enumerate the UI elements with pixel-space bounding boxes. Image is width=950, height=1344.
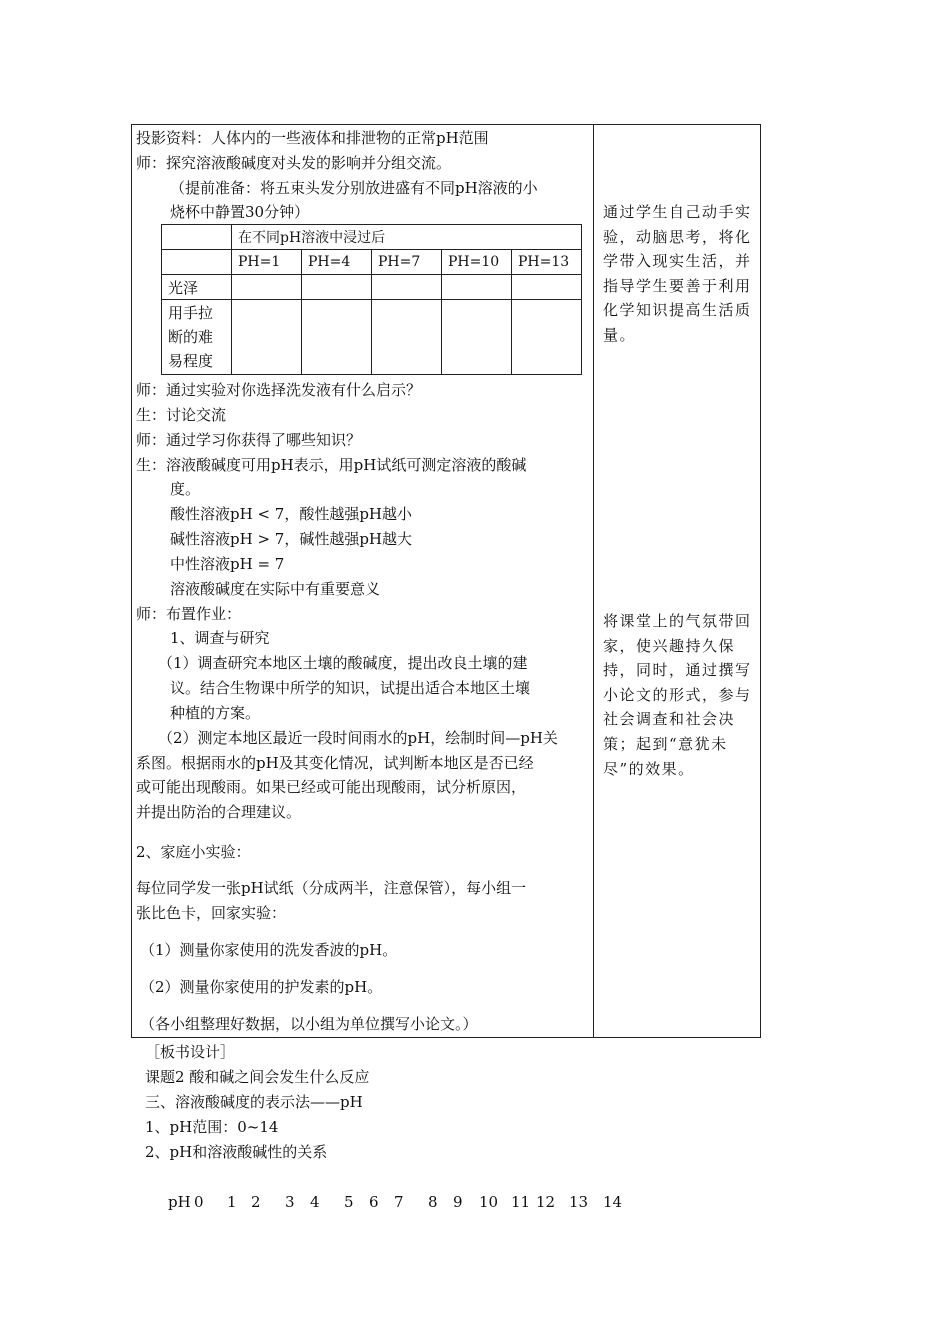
table-cell xyxy=(512,275,582,300)
text-line: 1、调查与研究 xyxy=(170,629,270,647)
row-label-line: 断的难 xyxy=(168,328,214,346)
text-line: 每位同学发一张pH试纸（分成两半，注意保管），每小组一 xyxy=(136,879,527,897)
ph-scale-value: 0 xyxy=(194,1193,204,1211)
table-header-cell: PH=13 xyxy=(512,250,582,275)
text-line: 种植的方案。 xyxy=(170,704,261,722)
row-label-line: 用手拉 xyxy=(168,304,214,322)
ph-scale-label: pH xyxy=(168,1193,191,1211)
table-cell xyxy=(372,300,442,375)
table-corner-cell xyxy=(162,250,232,275)
table-cell xyxy=(442,300,512,375)
side-note: 通过学生自己动手实验，动脑思考，将化学带入现实生活，并指导学生要善于利用化学知识提高生活质量。 xyxy=(603,203,752,344)
table-cell xyxy=(302,275,372,300)
ph-scale-value: 5 xyxy=(344,1193,354,1211)
table-cell xyxy=(302,300,372,375)
text-line: 师：探究溶液酸碱度对头发的影响并分组交流。 xyxy=(136,154,452,172)
board-line: 2、pH和溶液酸碱性的关系 xyxy=(145,1143,328,1161)
table-corner-cell xyxy=(162,225,232,250)
ph-scale-value: 2 xyxy=(251,1193,261,1211)
text-line: （2）测定本地区最近一段时间雨水的pH，绘制时间—pH关 xyxy=(158,729,558,747)
ph-scale-value: 12 xyxy=(536,1193,556,1211)
table-header-cell: PH=7 xyxy=(372,250,442,275)
ph-scale-value: 13 xyxy=(569,1193,589,1211)
row-label-line: 易程度 xyxy=(168,352,214,370)
text-line: 溶液酸碱度在实际中有重要意义 xyxy=(170,580,381,598)
column-divider xyxy=(593,124,594,1038)
ph-scale-value: 10 xyxy=(479,1193,499,1211)
ph-scale-value: 7 xyxy=(394,1193,404,1211)
board-line: 1、pH范围：0~14 xyxy=(145,1118,279,1136)
row-label: 光泽 xyxy=(162,275,232,300)
table-cell xyxy=(232,300,302,375)
table-caption: 在不同pH溶液中浸过后 xyxy=(232,225,582,250)
board-heading: ［板书设计］ xyxy=(145,1043,236,1061)
text-line: 师：通过实验对你选择洗发液有什么启示？ xyxy=(136,381,422,399)
text-line: 度。 xyxy=(170,480,201,498)
text-line: （提前准备：将五束头发分别放进盛有不同pH溶液的小 xyxy=(170,179,538,197)
ph-scale-value: 3 xyxy=(285,1193,295,1211)
board-line: 课题2 酸和碱之间会发生什么反应 xyxy=(145,1068,370,1086)
text-line: 碱性溶液pH > 7，碱性越强pH越大 xyxy=(170,530,413,548)
text-line: 师：布置作业： xyxy=(136,605,242,623)
ph-scale-value: 8 xyxy=(428,1193,438,1211)
text-line: 烧杯中静置30分钟） xyxy=(170,203,310,221)
ph-scale-value: 11 xyxy=(511,1193,531,1211)
text-line: 师：通过学习你获得了哪些知识？ xyxy=(136,431,362,449)
ph-scale-value: 4 xyxy=(310,1193,320,1211)
ph-scale-value: 6 xyxy=(369,1193,379,1211)
board-line: 三、溶液酸碱度的表示法——pH xyxy=(145,1093,363,1111)
text-line: （1）测量你家使用的洗发香波的pH。 xyxy=(140,941,398,959)
text-line: 生：溶液酸碱度可用pH表示，用pH试纸可测定溶液的酸碱 xyxy=(136,456,527,474)
text-line: 或可能出现酸雨。如果已经或可能出现酸雨，试分析原因， xyxy=(136,778,527,796)
ph-scale-value: 1 xyxy=(227,1193,237,1211)
text-line: 张比色卡，回家实验： xyxy=(136,904,287,922)
text-line: 2、家庭小实验： xyxy=(136,843,251,861)
text-line: （各小组整理好数据，以小组为单位撰写小论文。） xyxy=(140,1015,478,1033)
side-note: 将课堂上的气氛带回家，使兴趣持久保持，同时，通过撰写小论文的形式，参与社会调查和社会决策；起到“意犹未尽”的效果。 xyxy=(603,612,752,778)
text-line: 并提出防治的合理建议。 xyxy=(136,803,302,821)
ph-scale-value: 9 xyxy=(453,1193,463,1211)
text-line: 投影资料：人体内的一些液体和排泄物的正常pH范围 xyxy=(136,129,489,147)
ph-scale-value: 14 xyxy=(603,1193,623,1211)
text-line: 系图。根据雨水的pH及其变化情况，试判断本地区是否已经 xyxy=(136,754,534,772)
table-header-cell: PH=1 xyxy=(232,250,302,275)
text-line: 中性溶液pH = 7 xyxy=(170,555,285,573)
table-header-cell: PH=4 xyxy=(302,250,372,275)
table-cell xyxy=(372,275,442,300)
text-line: 议。结合生物课中所学的知识，试提出适合本地区土壤 xyxy=(170,679,531,697)
text-line: 生：讨论交流 xyxy=(136,406,227,424)
experiment-table xyxy=(161,224,582,375)
text-line: （2）测量你家使用的护发素的pH。 xyxy=(140,978,383,996)
table-header-cell: PH=10 xyxy=(442,250,512,275)
text-line: 酸性溶液pH < 7，酸性越强pH越小 xyxy=(170,505,413,523)
table-cell xyxy=(512,300,582,375)
table-cell xyxy=(442,275,512,300)
text-line: （1）调查研究本地区土壤的酸碱度，提出改良土壤的建 xyxy=(158,654,528,672)
row-label xyxy=(162,300,232,375)
table-cell xyxy=(232,275,302,300)
